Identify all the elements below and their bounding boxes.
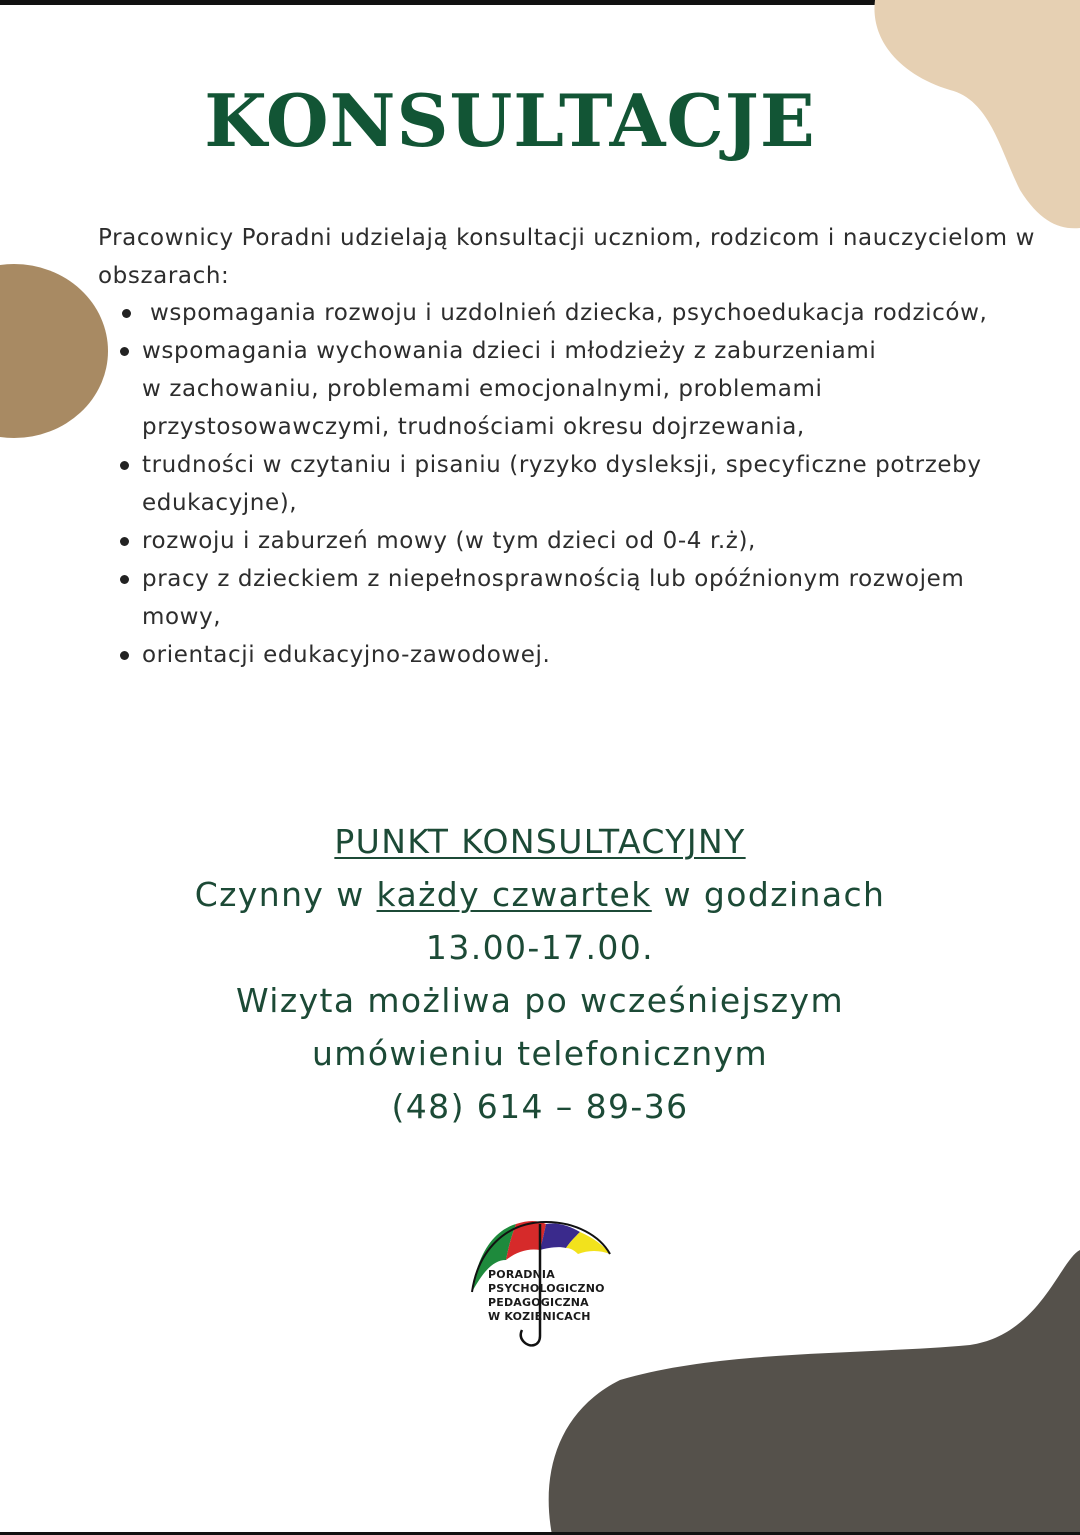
logo-line: W KOZIENICACH [488, 1310, 591, 1323]
list-item-line: w zachowaniu, problemami emocjonalnymi, problemami [142, 376, 823, 402]
page-title: KONSULTACJE [204, 78, 816, 163]
list-item-line: pracy z dzieckiem z niepełnosprawnością lub opóźnionym rozwojem [142, 566, 965, 592]
bullet-icon [120, 651, 129, 660]
bullet-icon [120, 537, 129, 546]
logo-line: PSYCHOLOGICZNO [488, 1282, 605, 1295]
list-item [142, 636, 1042, 674]
list-item-line: mowy, [142, 604, 222, 630]
opening-day: każdy czwartek [376, 875, 652, 914]
brown-circle-decoration [0, 264, 108, 438]
list-item-line: trudności w czytaniu i pisaniu (ryzyko dysleksji, specyficzne potrzeby [142, 452, 982, 478]
list-item-line: rozwoju i zaburzeń mowy (w tym dzieci od 0-4 r.ż), [142, 528, 756, 554]
opening-prefix: Czynny w [194, 875, 365, 914]
intro-paragraph: Pracownicy Poradni udzielają konsultacji uczniom, rodzicom i nauczycielom w obszarach: [98, 225, 1035, 289]
list-item [142, 446, 1042, 522]
opening-suffix: w godzinach [663, 875, 886, 914]
list-item [142, 560, 1042, 636]
list-item-line: przystosowawczymi, trudnościami okresu dojrzewania, [142, 414, 805, 440]
list-item-line: edukacyjne), [142, 490, 298, 516]
logo-text [488, 1268, 605, 1324]
list-item [142, 294, 1042, 332]
bullet-icon [122, 309, 131, 318]
poradnia-logo [466, 1210, 616, 1350]
consultation-areas-list [142, 294, 1042, 674]
opening-days-line [0, 868, 1080, 921]
bullet-icon [120, 461, 129, 470]
consultation-point-heading: PUNKT KONSULTACYJNY [334, 822, 746, 861]
list-item-line: orientacji edukacyjno-zawodowej. [142, 642, 551, 668]
list-item-line: wspomagania wychowania dzieci i młodzieży z zaburzeniami [142, 338, 877, 364]
bullet-icon [120, 575, 129, 584]
logo-line: PORADNIA [488, 1268, 555, 1281]
logo-line: PEDAGOGICZNA [488, 1296, 589, 1309]
consultation-point-section [0, 815, 1080, 1133]
dark-blob-decoration [540, 1240, 1080, 1535]
bullet-icon [120, 347, 129, 356]
opening-hours: 13.00-17.00. [425, 928, 655, 967]
list-item-line: wspomagania rozwoju i uzdolnień dziecka, psychoedukacja rodziców, [150, 300, 988, 326]
list-item [142, 332, 1042, 446]
visit-note-line-2: umówieniu telefonicznym [311, 1034, 769, 1073]
phone-number: (48) 614 – 89-36 [391, 1087, 689, 1126]
visit-note-line-1: Wizyta możliwa po wcześniejszym [236, 981, 844, 1020]
list-item [142, 522, 1042, 560]
